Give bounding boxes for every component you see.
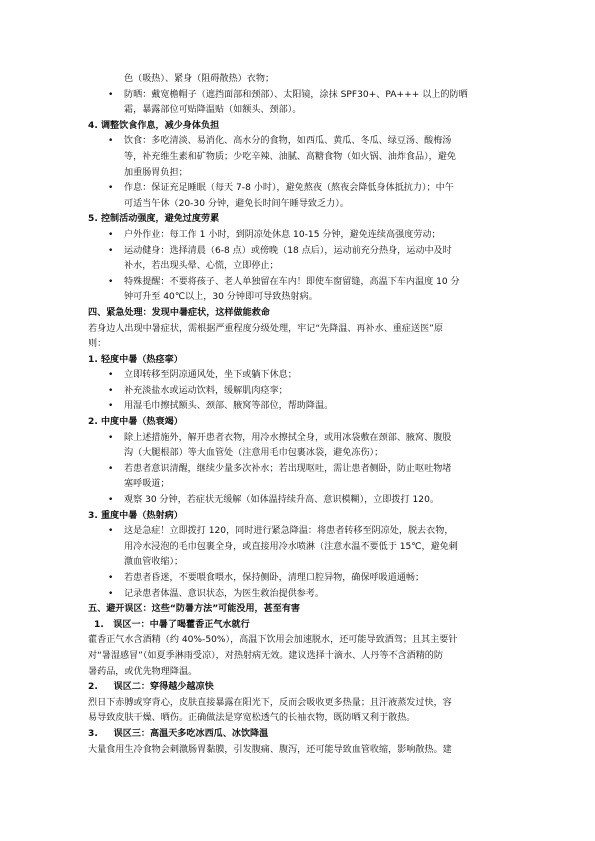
bullet-icon: • — [108, 370, 114, 381]
paragraph-line: 烈日下赤膊或穿背心，皮肤直接暴露在阳光下，反而会吸收更多热量；且汗液蒸发过快，容 — [88, 697, 452, 708]
list-item — [88, 244, 520, 275]
heading-number: 1. — [94, 619, 104, 630]
heading-misconception-1 — [88, 618, 520, 634]
list-item — [88, 88, 520, 119]
bullet-icon: • — [108, 432, 114, 443]
bullet-icon: • — [108, 495, 114, 506]
paragraph-line: 藿香正气水含酒精（约 40%-50%），高温下饮用会加速脱水，还可能导致酒驾；且其主要针 — [88, 635, 458, 646]
continued-text: 色（吸热）、紧身（阻碍散热）衣物； — [124, 74, 275, 84]
bullet-icon: • — [108, 245, 114, 256]
heading-moderate: 2. 中度中暑（热衰竭） — [88, 417, 183, 428]
list-item-line: 立即转移至阴凉通风处，坐下或躺下休息； — [124, 370, 297, 381]
heading-number: 3. — [88, 728, 98, 739]
list-item-line: 作息：保证充足睡眠（每天 7-8 小时），避免熬夜（熬夜会降低身体抵抗力）；中午 — [124, 183, 454, 194]
list-item — [88, 571, 520, 587]
list-item-line: 补水，若出现头晕、心慌，立即停止； — [124, 261, 279, 272]
list-item — [88, 275, 520, 306]
list-item-line: 激血管收缩）； — [124, 557, 184, 568]
list-item-line: 加重肠胃负担； — [124, 167, 188, 178]
list-item-line: 用湿毛巾擦拭额头、颈部、腋窝等部位，帮助降温。 — [124, 401, 334, 412]
misconception-1-text — [88, 633, 520, 680]
heading-number: 2. — [88, 682, 98, 693]
list-item — [88, 134, 520, 181]
list-item-line: 若患者意识清醒，继续少量多次补水；若出现呕吐，需让患者侧卧，防止呕吐物堵 — [124, 463, 452, 474]
bullet-icon: • — [108, 385, 114, 396]
paragraph-line: 则： — [88, 339, 107, 350]
heading-severe: 3. 重度中暑（热射病） — [88, 510, 183, 521]
bullet-icon: • — [108, 588, 114, 599]
bullet-icon: • — [108, 229, 114, 240]
heading-misconception-2 — [88, 680, 520, 696]
list-item-line: 饮食：多吃清淡、易消化、高水分的食物，如西瓜、黄瓜、冬瓜、绿豆汤、酸梅汤 — [124, 136, 452, 147]
diet-list — [88, 134, 520, 212]
heading-mild: 1. 轻度中暑（热痉挛） — [88, 354, 183, 365]
paragraph-line: 易导致皮肤干燥、晒伤。正确做法是穿宽松透气的长袖衣物，既防晒又利于散热。 — [88, 713, 416, 724]
paragraph-line: 暑药品，或优先物理降温。 — [88, 666, 198, 677]
list-item — [88, 399, 520, 415]
list-item-line: 可适当午休（20-30 分钟，避免长时间午睡导致乏力）。 — [124, 198, 349, 209]
list-item-line: 钟可升至 40℃以上，30 分钟即可导致热射病。 — [124, 292, 318, 303]
heading-diet: 4. 调整饮食作息，减少身体负担 — [88, 120, 220, 131]
list-item — [88, 368, 520, 384]
list-item — [88, 431, 520, 462]
list-item-line: 防晒：戴宽檐帽子（遮挡面部和颈部）、太阳镜，涂抹 SPF30+、PA+++ 以上的防晒 — [124, 89, 468, 100]
list-item-line: 塞呼吸道； — [124, 479, 170, 490]
bullet-icon: • — [108, 276, 114, 287]
list-item-line: 除上述措施外，解开患者衣物，用冷水擦拭全身，或用冰袋敷在颈部、腋窝、腹股 — [124, 432, 452, 443]
list-item-line: 沟（大腿根部）等大血管处（注意用毛巾包裹冰袋，避免冻伤）； — [124, 448, 384, 459]
list-item — [88, 462, 520, 493]
bullet-icon: • — [108, 526, 114, 537]
section-intro — [88, 322, 520, 353]
bullet-icon: • — [108, 573, 114, 583]
bullet-icon: • — [108, 183, 114, 194]
list-item-line: 用冷水浸泡的毛巾包裹全身，或直接用冷水喷淋（注意水温不要低于 15℃，避免刺 — [124, 541, 458, 552]
moderate-list — [88, 431, 520, 509]
severe-list — [88, 524, 520, 602]
list-item — [88, 181, 520, 212]
list-item-line: 这是急症！立即拨打 120，同时进行紧急降温：将患者转移至阴凉处，脱去衣物， — [124, 526, 454, 537]
list-item-line: 等，补充维生素和矿物质；少吃辛辣、油腻、高糖食物（如火锅、油炸食品），避免 — [124, 151, 456, 162]
bullet-icon: • — [108, 89, 114, 100]
list-item — [88, 587, 520, 603]
list-item-line: 记录患者体温、意识状态，为医生救治提供参考。 — [124, 588, 325, 599]
list-item-line: 若患者昏迷，不要喂食喂水，保持侧卧，清理口腔异物，确保呼吸道通畅； — [124, 573, 425, 583]
list-item-line: 补充淡盐水或运动饮料，缓解肌肉痉挛； — [124, 385, 288, 396]
activity-list — [88, 228, 520, 306]
heading-text: 误区二：穿得越少越凉快 — [113, 682, 214, 693]
heading-activity: 5. 控制活动强度，避免过度劳累 — [88, 214, 220, 225]
section-title-emergency: 四、紧急处理：发现中暑症状，这样做能救命 — [88, 307, 270, 318]
list-item — [88, 228, 520, 244]
list-item-line: 特殊提醒：不要将孩子、老人单独留在车内！即使车窗留缝，高温下车内温度 10 分 — [124, 276, 460, 287]
mild-list — [88, 368, 520, 415]
paragraph-line: 大量食用生冷食物会刺激肠胃黏膜，引发腹痛、腹泻，还可能导致血管收缩，影响散热。建 — [88, 744, 452, 755]
sunprotect-list — [88, 88, 520, 119]
heading-misconception-3 — [88, 727, 520, 743]
section-title-misconceptions: 五、避开误区：这些“防暑方法”可能没用，甚至有害 — [88, 604, 301, 615]
heading-text: 误区一：中暑了喝藿香正气水就行 — [113, 619, 250, 630]
list-item-line: 运动健身：选择清晨（6-8 点）或傍晚（18 点后），运动前充分热身，运动中及时 — [124, 245, 452, 256]
list-item — [88, 524, 520, 571]
list-item-line: 观察 30 分钟，若症状无缓解（如体温持续升高、意识模糊），立即拨打 120。 — [124, 495, 439, 506]
list-item-line: 霜，暴露部位可贴降温贴（如额头、颈部）。 — [124, 105, 302, 116]
list-item — [88, 384, 520, 400]
bullet-icon: • — [108, 463, 114, 474]
document-body — [88, 72, 520, 758]
misconception-3-text — [88, 743, 520, 759]
paragraph-line: 若身边人出现中暑症状，需根据严重程度分级处理，牢记“先降温、再补水、重症送医”原 — [88, 323, 443, 334]
bullet-icon: • — [108, 401, 114, 412]
heading-text: 误区三：高温天多吃冰西瓜、冰饮降温 — [113, 728, 269, 739]
list-item-line: 户外作业：每工作 1 小时，到阴凉处休息 10-15 分钟，避免连续高强度劳动； — [124, 229, 441, 240]
list-item — [88, 493, 520, 509]
paragraph-line: 对“暑湿感冒”（如夏季淋雨受凉），对热射病无效。建议选择十滴水、人丹等不含酒精的防 — [88, 650, 443, 661]
bullet-icon: • — [108, 136, 114, 147]
misconception-2-text — [88, 696, 520, 727]
